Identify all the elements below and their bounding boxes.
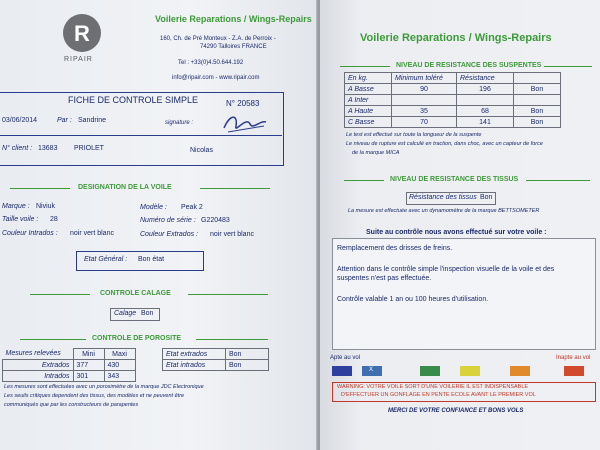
calage-line-right: [188, 294, 268, 295]
etat-label: Etat Général :: [84, 256, 128, 263]
suite-heading: Suite au contrôle nous avons effectué sur votre voile :: [366, 229, 547, 236]
warning-line-2: D'EFFECTUER UN GONFLAGE EN PENTE ECOLE AVANT LE PREMIER VOL: [341, 392, 536, 398]
suspentes-cell: 35: [392, 106, 457, 117]
extrados-value: noir vert blanc: [210, 231, 254, 238]
suspentes-cell: 68: [457, 106, 514, 117]
suite-box: [332, 238, 596, 350]
fiche-divider: [0, 135, 282, 136]
scale-swatch-3: [420, 366, 440, 376]
porosite-row: [3, 360, 136, 371]
intrados-label: Couleur Intrados :: [2, 230, 58, 237]
suspentes-header-cell: En kg.: [345, 73, 392, 84]
suspentes-cell: C Basse: [345, 117, 392, 128]
tissus-heading: NIVEAU DE RESISTANCE DES TISSUS: [390, 176, 519, 183]
tissus-value: Bon: [480, 194, 493, 201]
suspentes-heading: NIVEAU DE RESISTANCE DES SUSPENTES: [396, 62, 542, 69]
designation-line-right: [200, 188, 270, 189]
suspentes-cell: A Haute: [345, 106, 392, 117]
porosite-cell: 430: [104, 360, 135, 371]
warning-box: [332, 382, 596, 402]
porosite-etat-cell: Bon: [226, 360, 269, 371]
suspentes-cell: [457, 95, 514, 106]
company-address-1: 160, Ch. de Pré Monteux - Z.A. de Perroix -: [160, 36, 276, 42]
company-title: Voilerie Reparations / Wings-Repairs: [155, 14, 312, 24]
suspentes-cell: [392, 95, 457, 106]
suspentes-line-left: [340, 66, 390, 67]
porosite-header-cell: Mesures relevées: [5, 350, 61, 358]
serie-value: G220483: [201, 217, 230, 224]
modele-value: Peak 2: [181, 204, 203, 211]
suite-text-3: Contrôle valable 1 an ou 100 heures d'utilisation.: [337, 296, 489, 303]
suspentes-cell: 70: [392, 117, 457, 128]
suspentes-header-row: [345, 73, 561, 84]
porosite-etat-row: [163, 349, 269, 360]
svg-text:R: R: [74, 21, 90, 46]
company-address-2: 74290 Talloires FRANCE: [200, 44, 267, 50]
serie-label: Numéro de série :: [140, 217, 196, 224]
calage-label: Calage: [114, 310, 137, 317]
calage-value: Bon: [141, 310, 154, 317]
porosite-line-right: [196, 339, 268, 340]
suspentes-cell: [514, 95, 561, 106]
calage-heading: CONTROLE CALAGE: [100, 290, 171, 297]
scale-swatch-4: [460, 366, 480, 376]
suspentes-header-cell: Résistance: [457, 73, 514, 84]
porosite-cell: Intrados: [3, 371, 74, 382]
merci-text: MERCI DE VOTRE CONFIANCE ET BONS VOLS: [388, 408, 524, 414]
tissus-line-left: [344, 180, 384, 181]
suspentes-row: [345, 117, 561, 128]
suspentes-cell: 196: [457, 84, 514, 95]
suspentes-cell: A Inter: [345, 95, 392, 106]
suite-text-2: Attention dans le contrôle simple l'inspection visuelle de la voile et des suspentes n'est pas effectuée.: [337, 266, 555, 282]
porosite-etat-cell: Bon: [226, 349, 269, 360]
taille-label: Taille voile :: [2, 216, 39, 223]
suspentes-cell: Bon: [514, 106, 561, 117]
porosite-header-cell: Maxi: [104, 349, 135, 360]
porosite-row: [3, 371, 136, 382]
suspentes-cell: A Basse: [345, 84, 392, 95]
suspentes-note-1: Le test est effectué sur toute la longueur de la suspente: [346, 132, 482, 138]
suspentes-row: [345, 95, 561, 106]
porosite-etat-cell: Etat intrados: [163, 360, 226, 371]
suspentes-line-right: [544, 66, 592, 67]
right-company-title: Voilerie Reparations / Wings-Repairs: [360, 32, 552, 44]
fiche-par-label: Par :: [57, 117, 72, 124]
client-number: 13683: [38, 145, 58, 152]
suspentes-cell: Bon: [514, 84, 561, 95]
porosite-etat-row: [163, 360, 269, 371]
porosite-etat-table: [162, 348, 269, 371]
porosite-cell: Extrados: [3, 360, 74, 371]
designation-line-left: [10, 188, 70, 189]
warning-line-1: WARNING: VOTRE VOILE SORT D'UNE VOILERIE IL EST INDISPENSABLE: [337, 384, 529, 390]
marque-value: Niviuk: [36, 203, 56, 210]
porosite-line-left: [20, 339, 86, 340]
suspentes-header-cell: Minimum toléré: [392, 73, 457, 84]
scale-swatch-5: [510, 366, 530, 376]
designation-heading: DESIGNATION DE LA VOILE: [78, 184, 172, 191]
tissus-note: La mesure est effectuée avec un dynamomètre de la marque BETTSOMETER: [348, 208, 540, 214]
porosite-header-row: [3, 349, 136, 360]
inapte-label: Inapte au vol: [556, 355, 591, 361]
porosite-header-cell: Mini: [73, 349, 104, 360]
porosite-note-3: communiqués que par les constructeurs de parapentes: [4, 402, 139, 408]
taille-value: 28: [50, 216, 58, 223]
fiche-date: 03/06/2014: [2, 117, 38, 124]
porosite-etat-cell: Etat extrados: [163, 349, 226, 360]
etat-value: Bon état: [138, 256, 165, 263]
suspentes-table: [344, 72, 561, 128]
porosite-cell: 343: [104, 371, 135, 382]
porosite-table: [2, 348, 136, 382]
extrados-label: Couleur Extrados :: [140, 231, 198, 238]
porosite-cell: 301: [73, 371, 104, 382]
apte-label: Apte au vol: [330, 355, 361, 361]
scale-mark: X: [369, 367, 374, 373]
tissus-label: Résistance des tissus: [409, 194, 477, 201]
ripair-logo-icon: [63, 14, 101, 52]
suspentes-cell: 90: [392, 84, 457, 95]
modele-label: Modèle :: [140, 204, 167, 211]
fiche-par-value: Sandrine: [78, 117, 107, 124]
fiche-title: FICHE DE CONTROLE SIMPLE: [68, 95, 199, 105]
suspentes-row: [345, 106, 561, 117]
suspentes-note-2: Le niveau de rupture est calculé en traction, dans choc, avec un capteur de force: [346, 141, 543, 147]
signature-label: signature :: [165, 120, 194, 126]
calage-line-left: [30, 294, 90, 295]
suspentes-header-cell: [514, 73, 561, 84]
suspentes-row: [345, 84, 561, 95]
scale-swatch-2: [362, 366, 382, 376]
suspentes-cell: Bon: [514, 117, 561, 128]
porosite-note-2: Les seuils critiques dependent des tissus, des modèles et ne peuvent être: [4, 393, 185, 399]
client-name: PRIOLET: [74, 145, 104, 152]
marque-label: Marque :: [2, 203, 30, 210]
porosite-heading: CONTROLE DE POROSITE: [92, 335, 182, 342]
company-web: info@ripair.com - www.ripair.com: [172, 75, 260, 81]
client-label: N° client :: [2, 145, 33, 152]
porosite-cell: 377: [73, 360, 104, 371]
scale-swatch-1: [332, 366, 352, 376]
client-firstname: Nicolas: [190, 147, 213, 154]
suspentes-note-3: de la marque MICA: [352, 150, 400, 156]
porosite-note-1: Les mesures sont effectuées avec un porosimètre de la marque JDC Electronique: [4, 384, 204, 390]
right-page: [320, 0, 600, 450]
fiche-number: N° 20583: [226, 99, 260, 108]
logo-name: RIPAIR: [64, 56, 93, 63]
tissus-line-right: [526, 180, 590, 181]
company-phone: Tel : +33(0)4.50.644.192: [178, 60, 244, 66]
intrados-value: noir vert blanc: [70, 230, 114, 237]
signature-icon: [220, 110, 270, 138]
scale-swatch-6: [564, 366, 584, 376]
suspentes-cell: 141: [457, 117, 514, 128]
suite-text-1: Remplacement des drisses de freins.: [337, 245, 453, 252]
